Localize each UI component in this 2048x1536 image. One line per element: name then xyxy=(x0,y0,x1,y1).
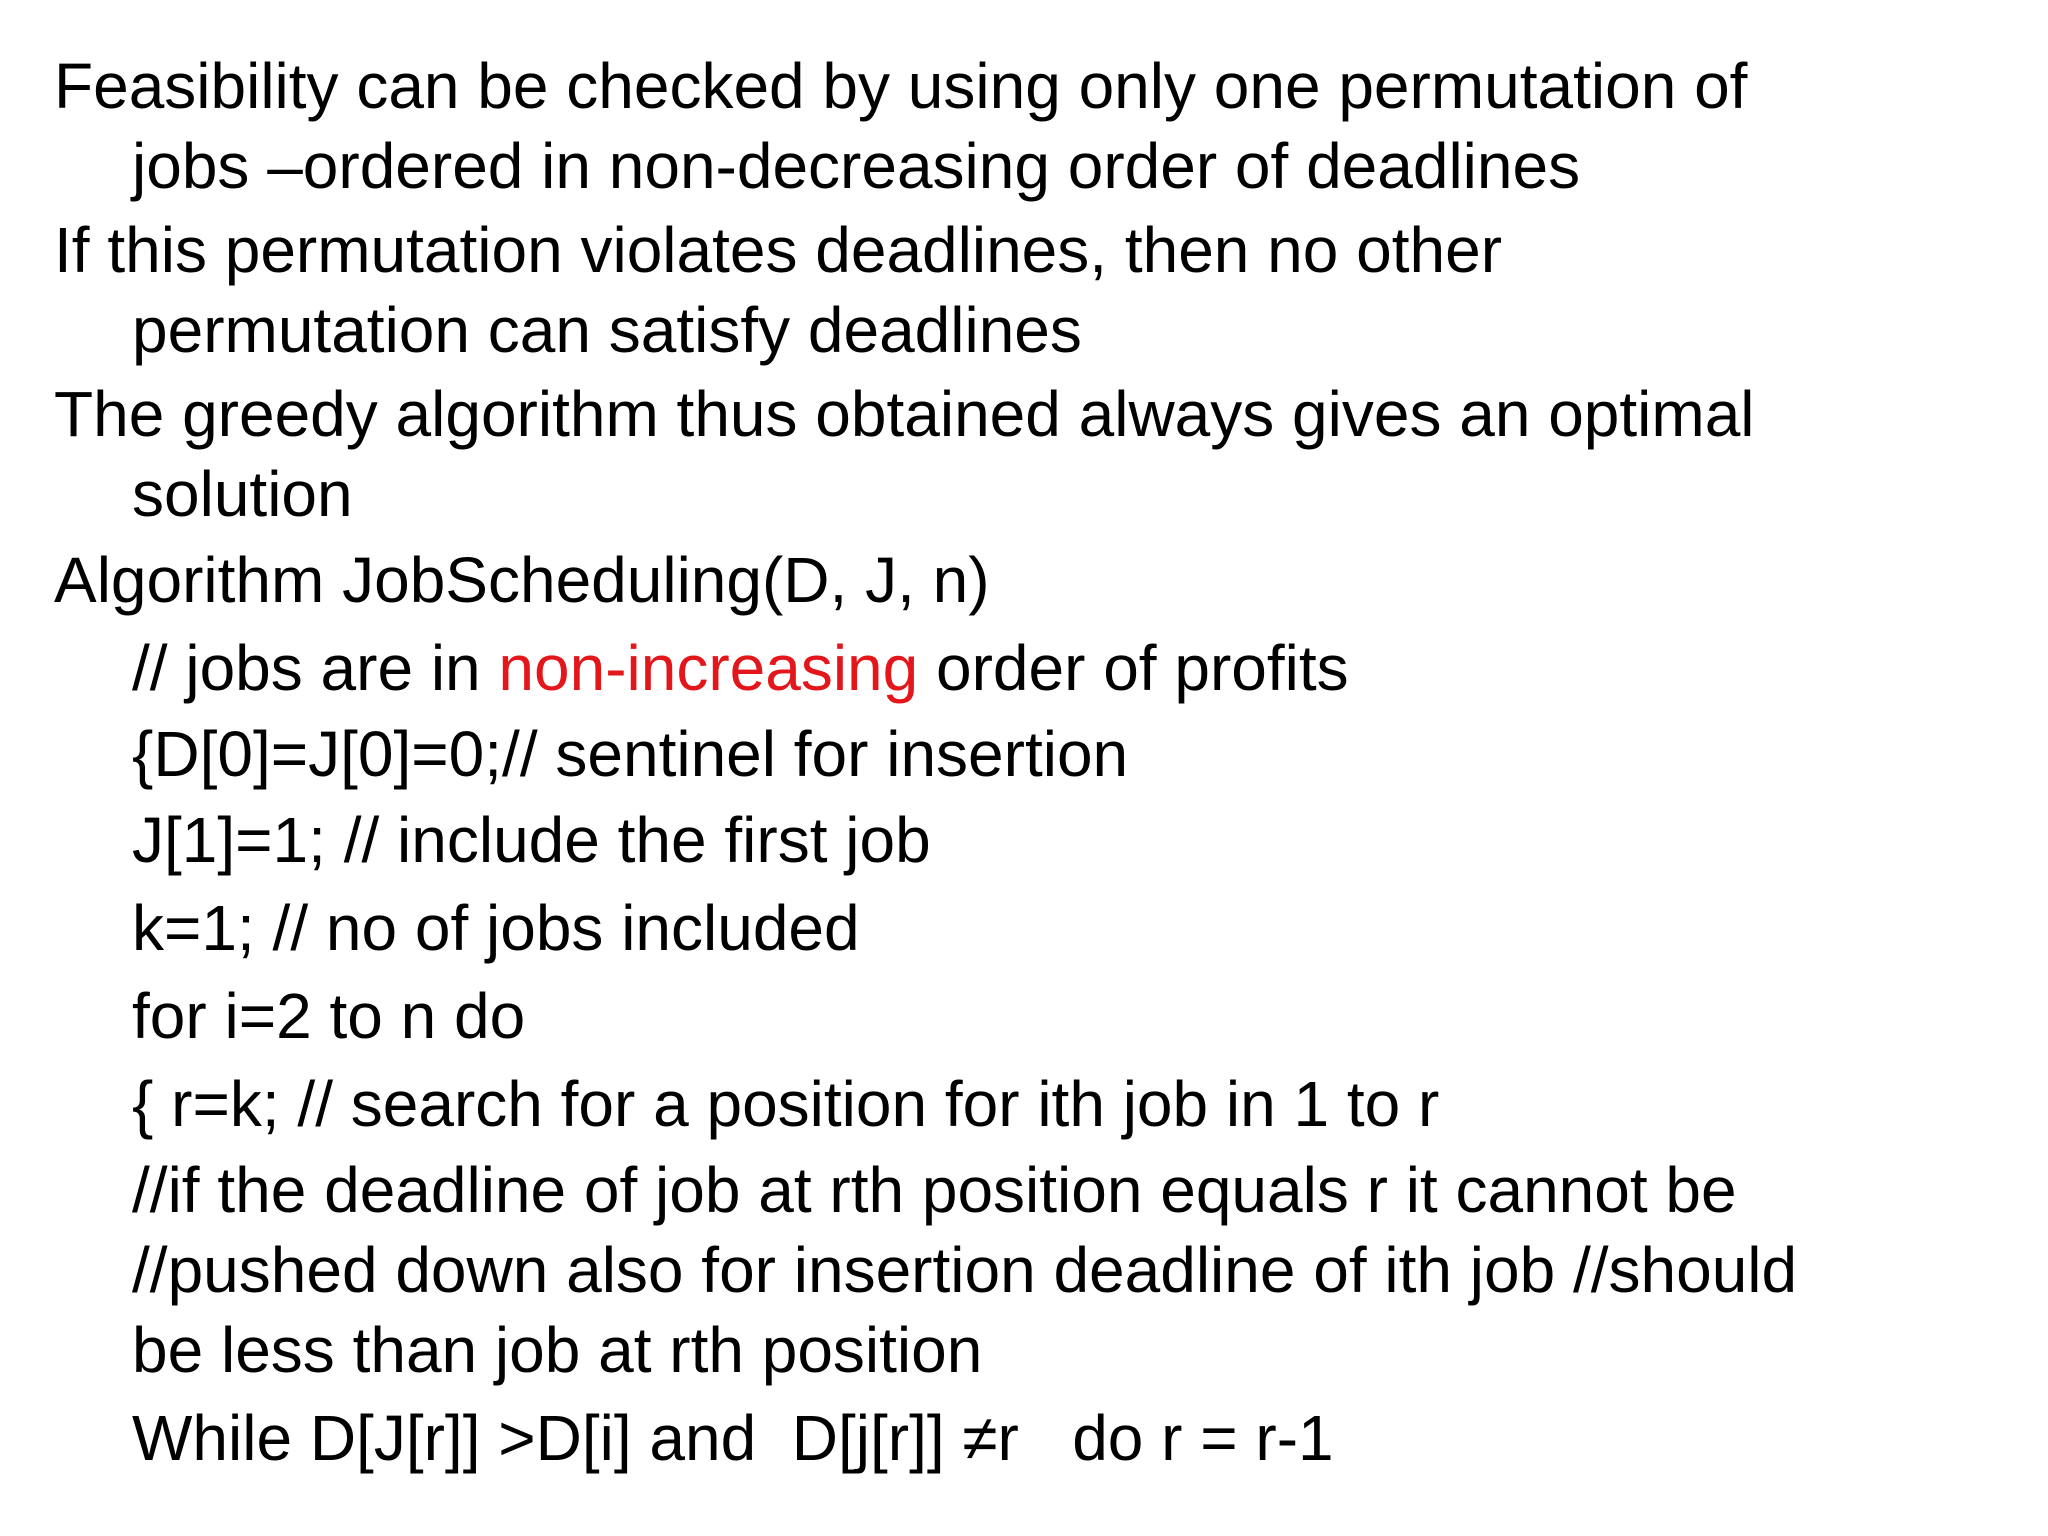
code-line-first-job: J[1]=1; // include the first job xyxy=(132,804,931,876)
code-line-for-loop: for i=2 to n do xyxy=(132,980,526,1052)
code-comment-profits xyxy=(132,628,1349,708)
comment-prefix: // jobs are in xyxy=(132,632,499,704)
algorithm-heading: Algorithm JobScheduling(D, J, n) xyxy=(54,544,990,616)
code-comment-less-than: be less than job at rth position xyxy=(132,1314,983,1386)
text-line-feasibility: Feasibility can be checked by using only one permutation of xyxy=(54,50,1748,122)
code-line-k: k=1; // no of jobs included xyxy=(132,892,860,964)
text-line-greedy: The greedy algorithm thus obtained always gives an optimal xyxy=(54,378,1755,450)
text-line-permutation-cont: permutation can satisfy deadlines xyxy=(132,294,1082,366)
code-line-sentinel: {D[0]=J[0]=0;// sentinel for insertion xyxy=(132,718,1129,790)
code-line-search: { r=k; // search for a position for ith job in 1 to r xyxy=(132,1068,1440,1140)
code-comment-deadline: //if the deadline of job at rth position equals r it cannot be xyxy=(132,1154,1737,1226)
text-line-permutation: If this permutation violates deadlines, then no other xyxy=(54,214,1502,286)
code-line-while: While D[J[r]] >D[i] and D[j[r]] ≠r do r = r-1 xyxy=(132,1402,1334,1474)
highlight-non-increasing: non-increasing xyxy=(498,632,919,704)
text-line-feasibility-cont: jobs –ordered in non-decreasing order of deadlines xyxy=(132,130,1581,202)
code-comment-pushed: //pushed down also for insertion deadline of ith job //should xyxy=(132,1234,1798,1306)
text-line-greedy-cont: solution xyxy=(132,458,353,530)
comment-suffix: order of profits xyxy=(918,632,1349,704)
